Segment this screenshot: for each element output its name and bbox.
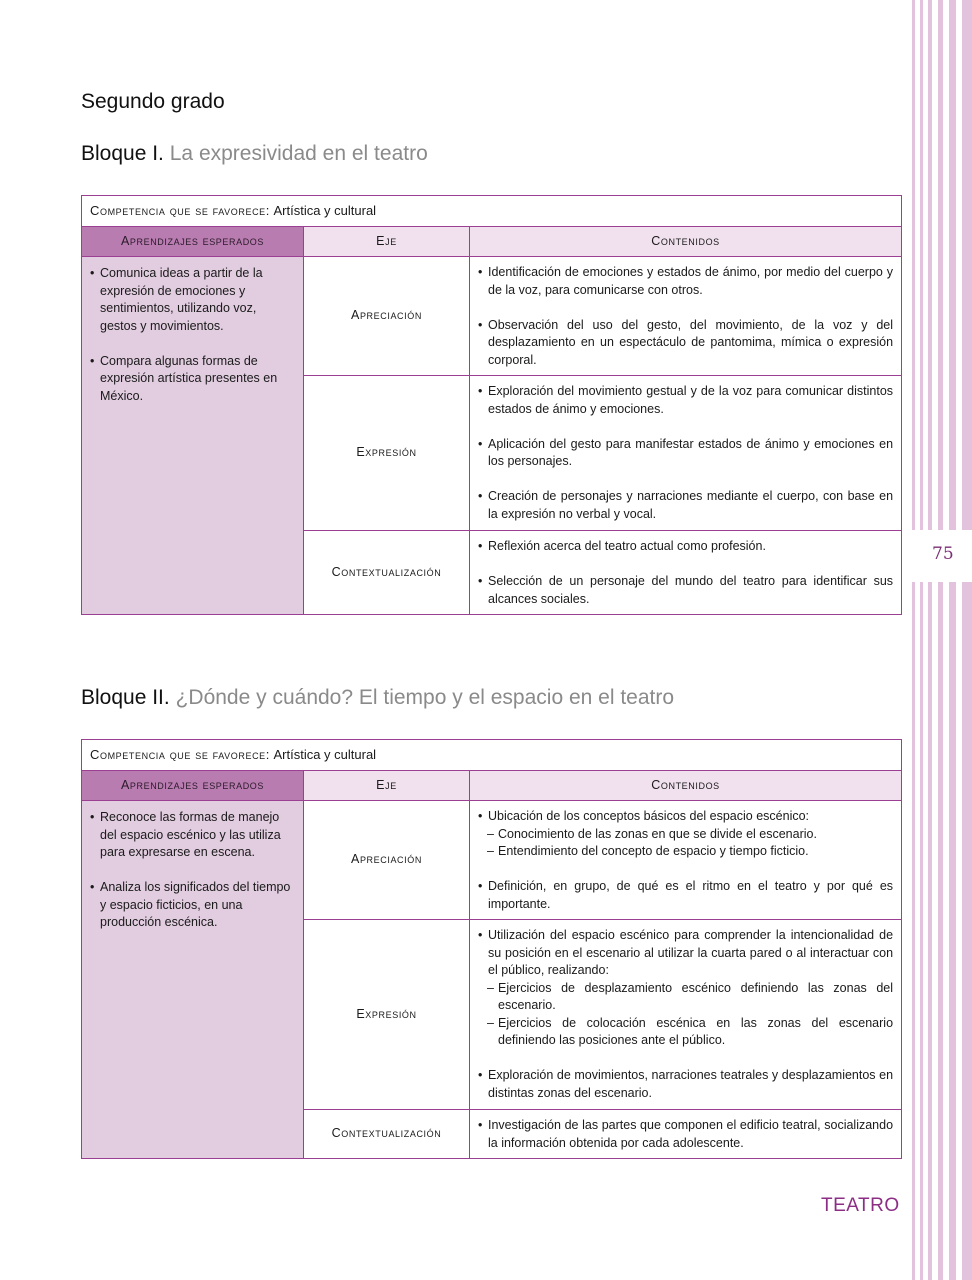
contenido-item: [478, 927, 893, 1050]
contenidos-cell: [470, 801, 902, 920]
header-eje: Eje: [304, 227, 470, 257]
header-aprendizajes: Aprendizajes esperados: [82, 227, 304, 257]
eje-apreciacion: Apreciación: [304, 257, 470, 376]
eje-expresion: Expresión: [304, 376, 470, 531]
contenidos-cell: [470, 376, 902, 531]
competencia-label: Competencia que se favorece:: [90, 746, 270, 762]
contenido-subitem: – Conocimiento de las zonas en que se divide el escenario.: [478, 826, 893, 844]
contenido-item: • Selección de un personaje del mundo del teatro para identificar sus alcances sociales.: [478, 573, 893, 608]
contenido-item: • Creación de personajes y narraciones mediante el cuerpo, con base en la expresión no verbal y vocal.: [478, 488, 893, 523]
header-row: [82, 227, 902, 257]
contenido-item: • Exploración de movimientos, narraciones teatrales y desplazamientos en distintas zonas del escenario.: [478, 1067, 893, 1102]
competencia-value: Artística y cultural: [273, 746, 377, 762]
competencia-row: [82, 740, 902, 771]
eje-contextualizacion: Contextualización: [304, 531, 470, 615]
aprendizajes-cell: [82, 801, 304, 1159]
page-number: 75: [932, 544, 954, 564]
aprendizaje-item: • Reconoce las formas de manejo del espacio escénico y las utiliza para expresarse en escena.: [90, 809, 295, 862]
competencia-value: Artística y cultural: [273, 202, 377, 218]
contenido-item: • Reflexión acerca del teatro actual como profesión.: [478, 538, 893, 556]
bloque-1-title: Bloque I.: [81, 142, 164, 165]
header-eje: Eje: [304, 771, 470, 801]
eje-contextualizacion: Contextualización: [304, 1110, 470, 1159]
contenido-item: • Definición, en grupo, de qué es el ritmo en el teatro y por qué es importante.: [478, 878, 893, 913]
footer-section-label: TEATRO: [821, 1195, 900, 1216]
table-row: [82, 801, 902, 920]
contenido-item: • Identificación de emociones y estados de ánimo, por medio del cuerpo y de la voz, para comunicarse con otros.: [478, 264, 893, 299]
contenido-subitem: – Ejercicios de colocación escénica en las zonas del escenario definiendo las posiciones ante el público.: [478, 1015, 893, 1050]
contenido-item: • Investigación de las partes que componen el edificio teatral, socializando la información obtenida por cada adolescente.: [478, 1117, 893, 1152]
bloque-2-subtitle: ¿Dónde y cuándo? El tiempo y el espacio en el teatro: [175, 686, 675, 709]
competencia-row: [82, 196, 902, 227]
header-aprendizajes: Aprendizajes esperados: [82, 771, 304, 801]
aprendizaje-item: • Comunica ideas a partir de la expresión de emociones y sentimientos, utilizando voz, gestos y movimientos.: [90, 265, 295, 335]
side-stripes: [912, 0, 972, 1280]
header-contenidos: Contenidos: [470, 771, 902, 801]
contenidos-cell: [470, 920, 902, 1110]
header-row: [82, 771, 902, 801]
eje-apreciacion: Apreciación: [304, 801, 470, 920]
aprendizaje-item: • Compara algunas formas de expresión artística presentes en México.: [90, 353, 295, 406]
aprendizaje-item: • Analiza los significados del tiempo y espacio ficticios, en una producción escénica.: [90, 879, 295, 932]
table-row: [82, 257, 902, 376]
contenidos-cell: [470, 1110, 902, 1159]
grade-heading: Segundo grado: [81, 90, 225, 113]
bloque-2-table: [81, 739, 902, 1159]
contenido-item: • Exploración del movimiento gestual y de la voz para comunicar distintos estados de ánimo y emociones.: [478, 383, 893, 418]
bloque-1-table: [81, 195, 902, 615]
competencia-label: Competencia que se favorece:: [90, 202, 270, 218]
header-contenidos: Contenidos: [470, 227, 902, 257]
aprendizajes-cell: [82, 257, 304, 615]
contenido-subitem: – Ejercicios de desplazamiento escénico definiendo las zonas del escenario.: [478, 980, 893, 1015]
bloque-2-title: Bloque II.: [81, 686, 170, 709]
bloque-1-subtitle: La expresividad en el teatro: [169, 142, 428, 165]
contenido-item: [478, 808, 893, 861]
contenido-text: • Utilización del espacio escénico para comprender la intencionalidad de su posición en el escenario al utilizar la cuarta pared o al interactuar con el público, realizando:: [488, 928, 894, 977]
contenidos-cell: [470, 257, 902, 376]
contenido-item: • Observación del uso del gesto, del movimiento, de la voz y del desplazamiento en un espectáculo de pantomima, mímica o expresión corporal.: [478, 317, 893, 370]
eje-expresion: Expresión: [304, 920, 470, 1110]
bloque-2-heading: [81, 686, 674, 710]
contenidos-cell: [470, 531, 902, 615]
contenido-text: • Ubicación de los conceptos básicos del espacio escénico:: [488, 809, 810, 823]
contenido-item: • Aplicación del gesto para manifestar estados de ánimo y emociones en los personajes.: [478, 436, 893, 471]
contenido-subitem: – Entendimiento del concepto de espacio y tiempo ficticio.: [478, 843, 893, 861]
bloque-1-heading: [81, 142, 428, 166]
